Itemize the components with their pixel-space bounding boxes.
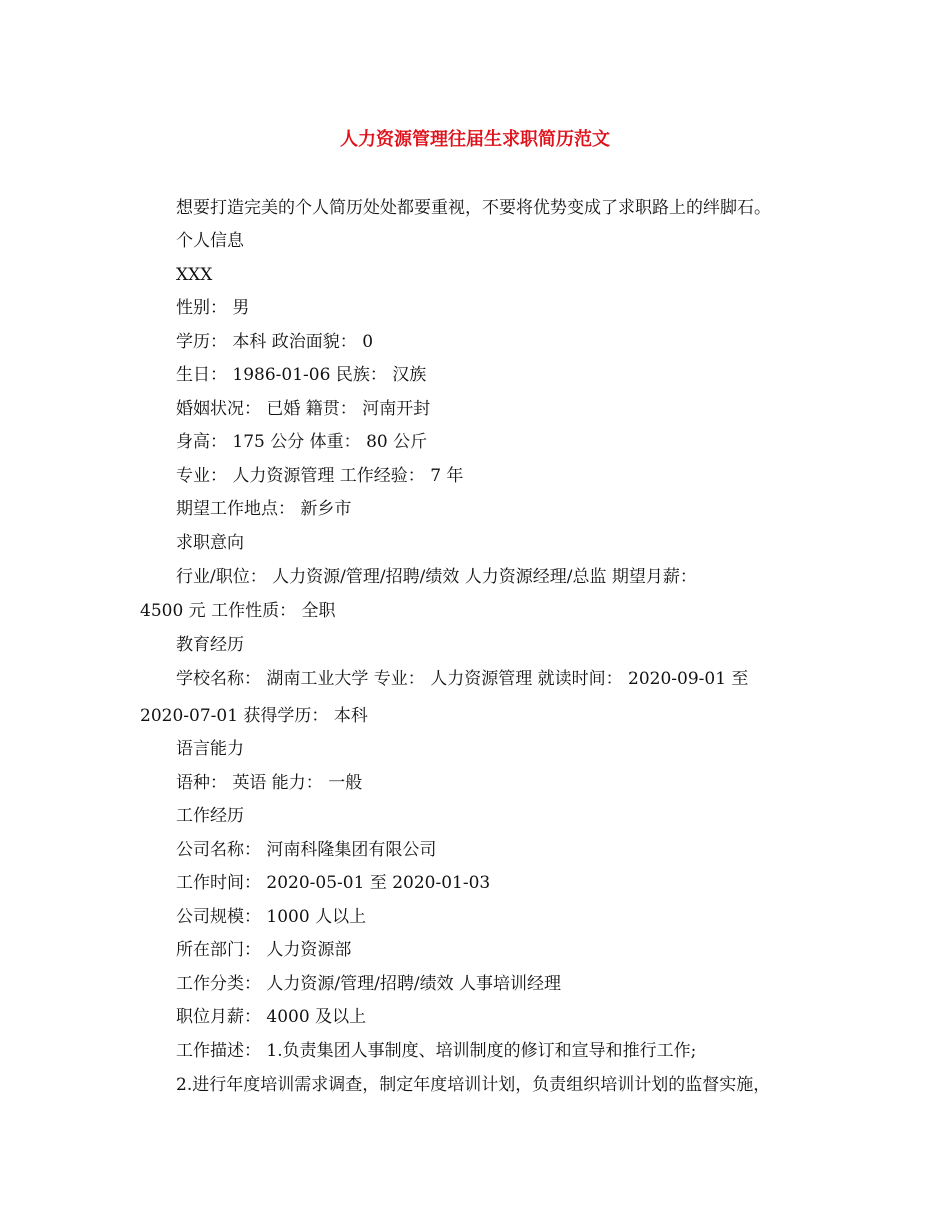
- body-line: 学历： 本科 政治面貌： 0: [176, 332, 374, 352]
- body-line: 语言能力: [176, 739, 244, 759]
- body-line: 身高： 175 公分 体重： 80 公斤: [176, 432, 428, 452]
- body-line: 求职意向: [176, 533, 244, 553]
- body-line: 2020-07-01 获得学历： 本科: [140, 706, 368, 726]
- body-line: 生日： 1986-01-06 民族： 汉族: [176, 365, 427, 385]
- body-line: 性别： 男: [176, 298, 250, 318]
- body-line: 想要打造完美的个人简历处处都要重视，不要将优势变成了求职路上的绊脚石。: [176, 198, 771, 218]
- body-line: 工作分类： 人力资源/管理/招聘/绩效 人事培训经理: [176, 974, 561, 994]
- body-line: 个人信息: [176, 231, 244, 251]
- body-line: 工作经历: [176, 806, 244, 826]
- body-line: 2.进行年度培训需求调查，制定年度培训计划，负责组织培训计划的监督实施，: [176, 1075, 771, 1095]
- body-line: 4500 元 工作性质： 全职: [140, 601, 336, 621]
- body-line: 工作描述： 1.负责集团人事制度、培训制度的修订和宣导和推行工作;: [176, 1041, 697, 1061]
- body-line: 期望工作地点： 新乡市: [176, 499, 352, 519]
- body-line: XXX: [176, 265, 213, 285]
- body-line: 工作时间： 2020-05-01 至 2020-01-03: [176, 873, 491, 893]
- body-line: 教育经历: [176, 635, 244, 655]
- body-line: 职位月薪： 4000 及以上: [176, 1007, 367, 1027]
- body-line: 公司名称： 河南科隆集团有限公司: [176, 840, 437, 860]
- document-title: 人力资源管理往届生求职简历范文: [340, 129, 610, 150]
- body-line: 语种： 英语 能力： 一般: [176, 773, 363, 793]
- body-line: 学校名称： 湖南工业大学 专业： 人力资源管理 就读时间： 2020-09-01 至: [176, 669, 749, 689]
- body-line: 专业： 人力资源管理 工作经验： 7 年: [176, 466, 464, 486]
- body-line: 所在部门： 人力资源部: [176, 940, 352, 960]
- body-line: 公司规模： 1000 人以上: [176, 907, 367, 927]
- body-line: 婚姻状况： 已婚 籍贯： 河南开封: [176, 399, 431, 419]
- body-line: 行业/职位： 人力资源/管理/招聘/绩效 人力资源经理/总监 期望月薪：: [176, 567, 697, 587]
